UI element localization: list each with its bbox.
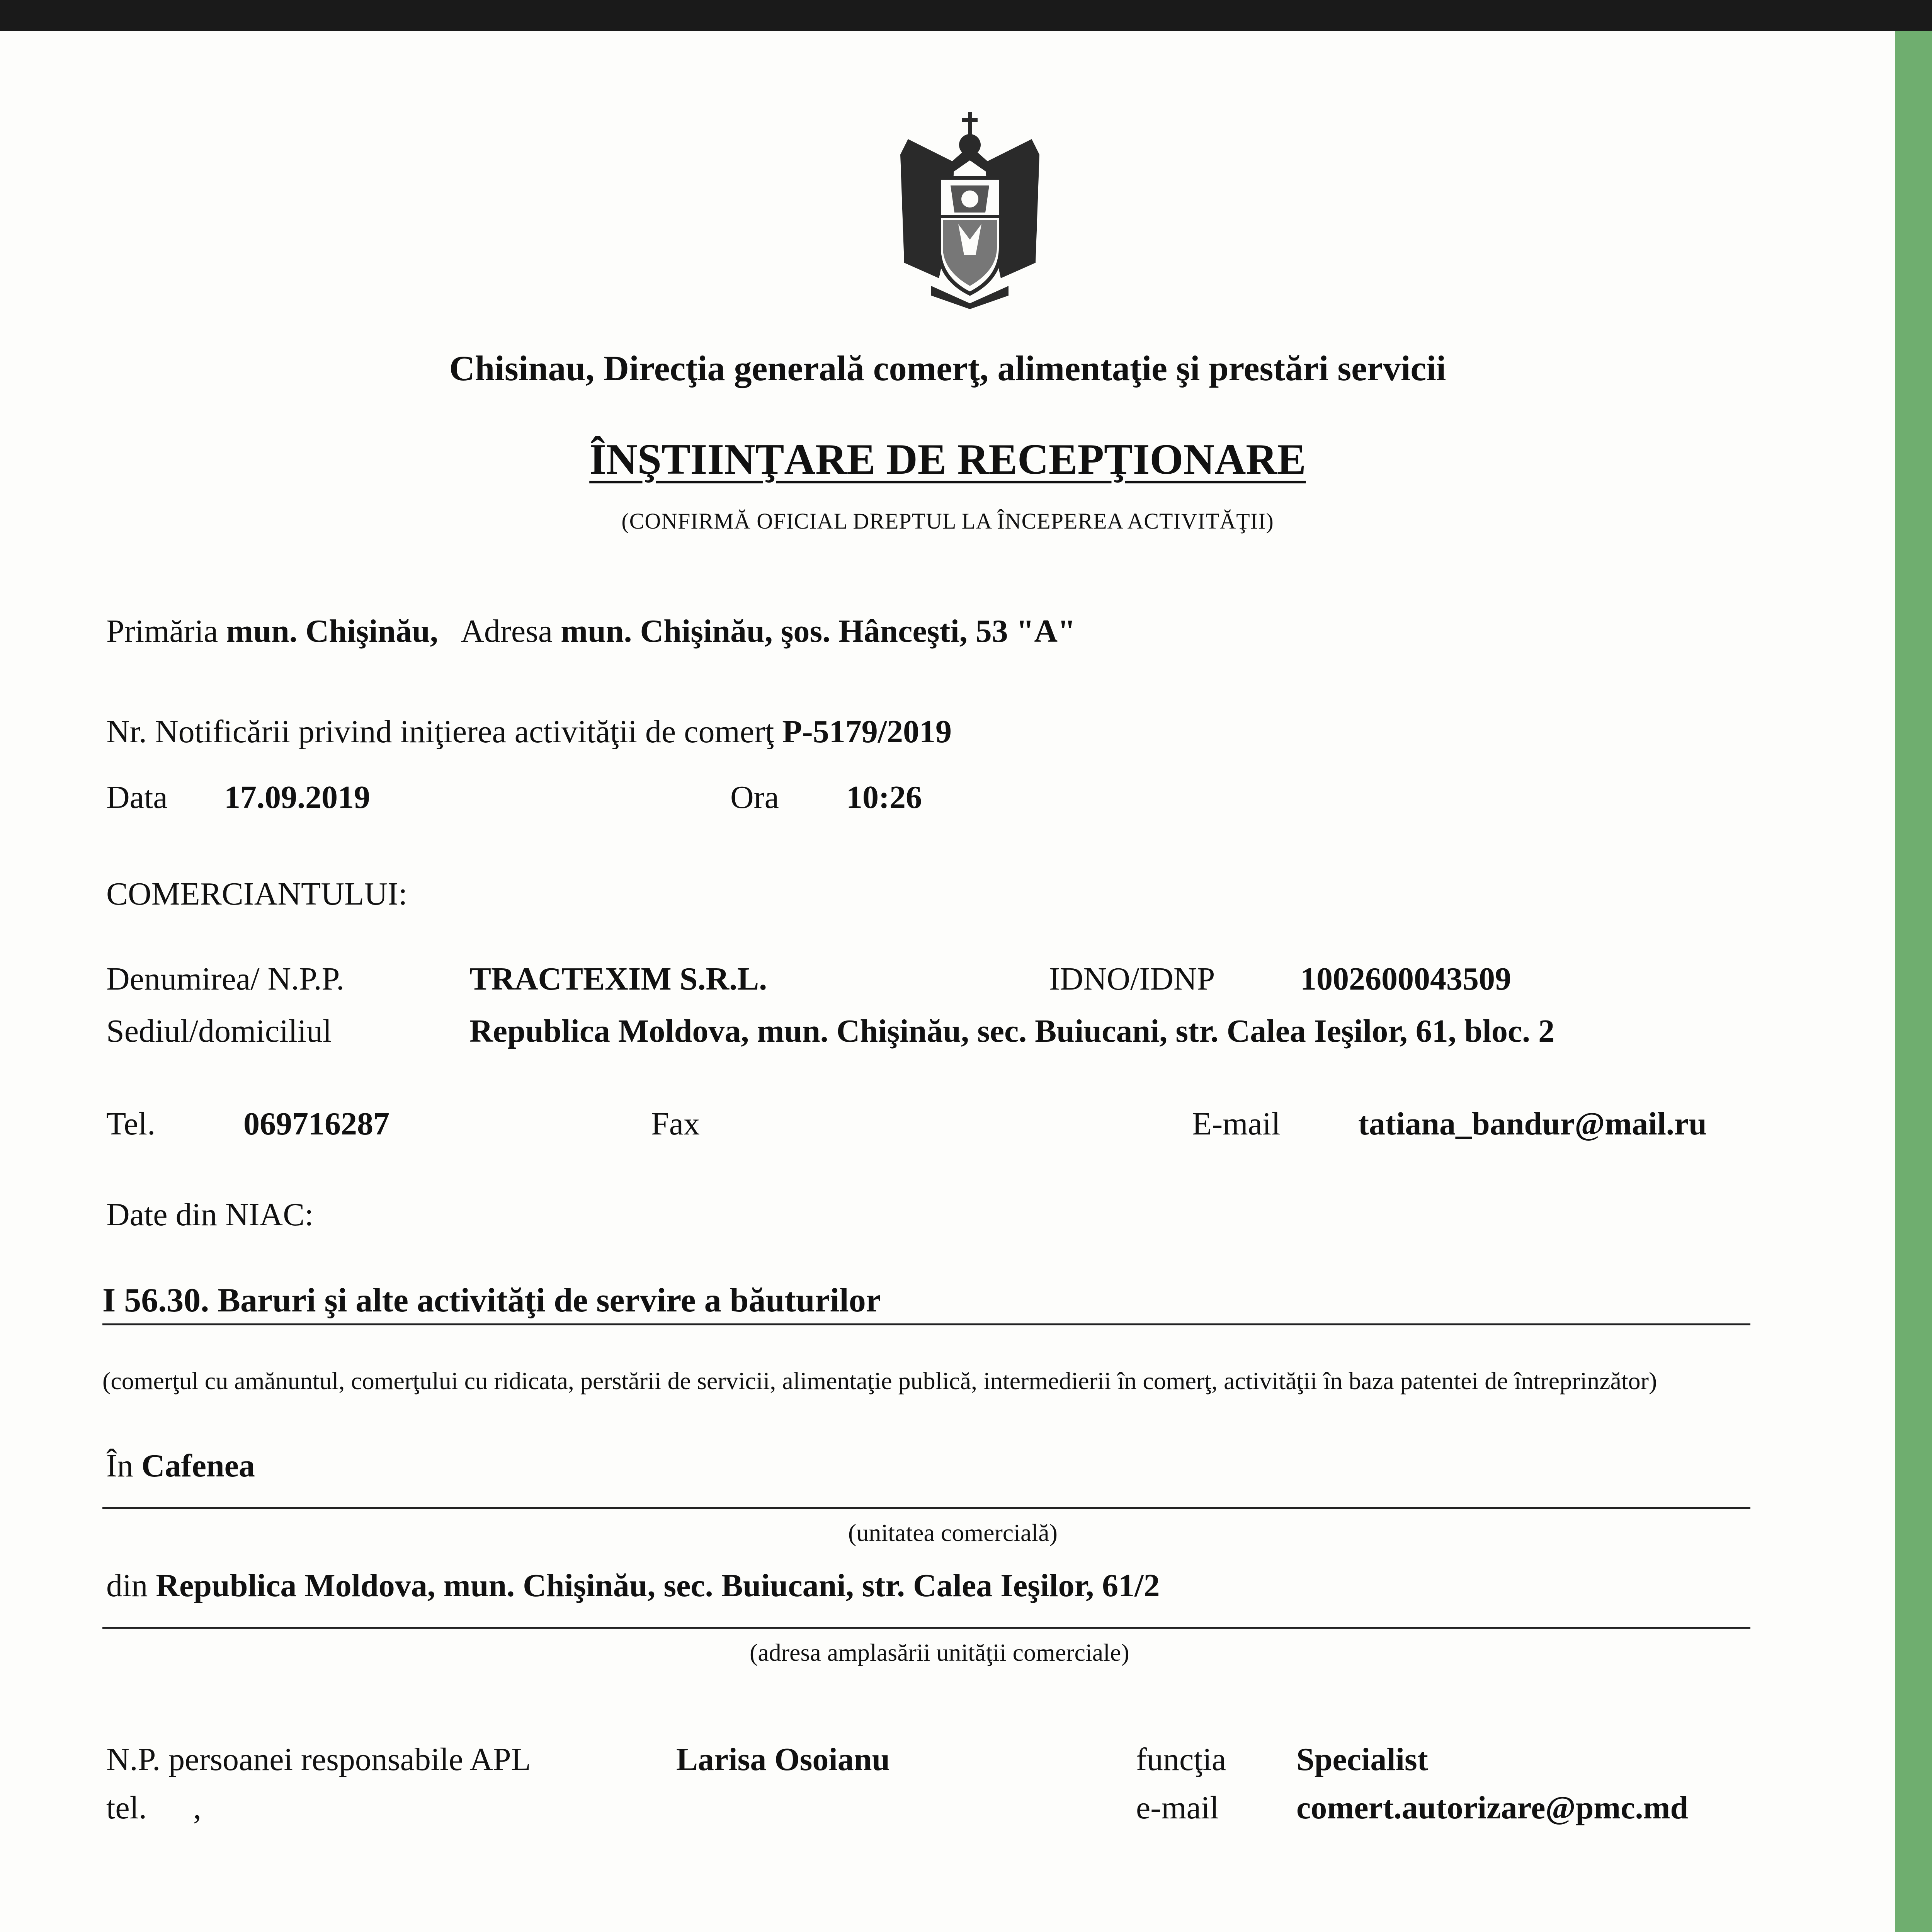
responsible-label: N.P. persoanei responsabile APL [106, 1742, 531, 1777]
responsible-tel-value: , [193, 1790, 201, 1826]
time-label: Ora [730, 779, 779, 815]
idno-label: IDNO/IDNP [1049, 961, 1215, 997]
location-caption: (adresa amplasării unităţii comerciale) [750, 1639, 1129, 1666]
document-subtitle: (CONFIRMĂ OFICIAL DREPTUL LA ÎNCEPEREA ACTIVITĂŢII) [621, 509, 1274, 534]
niac-code: I 56.30. Baruri şi alte activităţi de servire a băuturilor [102, 1282, 881, 1319]
responsible-tel-label: tel. [106, 1790, 147, 1826]
location-underline [102, 1627, 1750, 1629]
notification-label: Nr. Notificării privind iniţierea activităţii de comerţ [106, 714, 774, 750]
primaria-label: Primăria [106, 613, 218, 649]
location-prefix: din [106, 1568, 148, 1604]
fax-label: Fax [651, 1106, 700, 1142]
location-line [106, 1567, 1160, 1604]
niac-caption: (comerţul cu amănuntul, comerţului cu ridicata, perstării de servicii, alimentaţie publică, intermedierii în comerţ, activităţii în baza patentei de întreprinzător) [102, 1367, 1657, 1395]
document-title [0, 435, 1895, 485]
responsible-email-label: e-mail [1136, 1790, 1219, 1826]
tel-label: Tel. [106, 1106, 156, 1142]
coat-of-arms-icon [893, 108, 1047, 309]
address-value: mun. Chişinău, şos. Hânceşti, 53 "A" [561, 613, 1076, 649]
seat-label: Sediul/domiciliul [106, 1013, 332, 1049]
responsible-email-value: comert.autorizare@pmc.md [1296, 1790, 1689, 1826]
seat-value: Republica Moldova, mun. Chişinău, sec. Buiucani, str. Calea Ieşilor, 61, bloc. 2 [469, 1013, 1555, 1049]
tel-value: 069716287 [243, 1106, 389, 1142]
merchant-section-label: COMERCIANTULUI: [106, 876, 408, 912]
niac-underline [102, 1323, 1750, 1325]
unit-underline [102, 1507, 1750, 1509]
niac-label: Date din NIAC: [106, 1197, 314, 1233]
notification-line [106, 713, 952, 750]
address-label: Adresa [461, 613, 553, 649]
location-address: Republica Moldova, mun. Chişinău, sec. Buiucani, str. Calea Ieşilor, 61/2 [156, 1568, 1160, 1604]
unit-prefix: În [106, 1448, 133, 1484]
function-label: funcţia [1136, 1742, 1226, 1777]
time-value: 10:26 [846, 779, 922, 815]
institution-name: Chisinau, Direcţia generală comerţ, alimentaţie şi prestări servicii [449, 349, 1446, 388]
notification-number: P-5179/2019 [782, 714, 952, 750]
date-label: Data [106, 779, 168, 815]
merchant-name-label: Denumirea/ N.P.P. [106, 961, 344, 997]
scan-top-border [0, 0, 1932, 31]
document-page [0, 31, 1895, 1932]
merchant-name: TRACTEXIM S.R.L. [469, 961, 767, 997]
function-value: Specialist [1296, 1742, 1428, 1777]
idno-value: 1002600043509 [1300, 961, 1511, 997]
date-value: 17.09.2019 [224, 779, 370, 815]
email-label: E-mail [1192, 1106, 1281, 1142]
responsible-name: Larisa Osoianu [676, 1742, 890, 1777]
unit-caption: (unitatea comercială) [848, 1519, 1058, 1546]
document-title-text: ÎNŞTIINŢARE DE RECEPŢIONARE [589, 435, 1306, 483]
primaria-value: mun. Chişinău, [226, 613, 438, 649]
email-value: tatiana_bandur@mail.ru [1358, 1106, 1707, 1142]
primaria-line [106, 612, 1076, 650]
unit-name: Cafenea [141, 1448, 255, 1484]
unit-line [106, 1447, 255, 1485]
